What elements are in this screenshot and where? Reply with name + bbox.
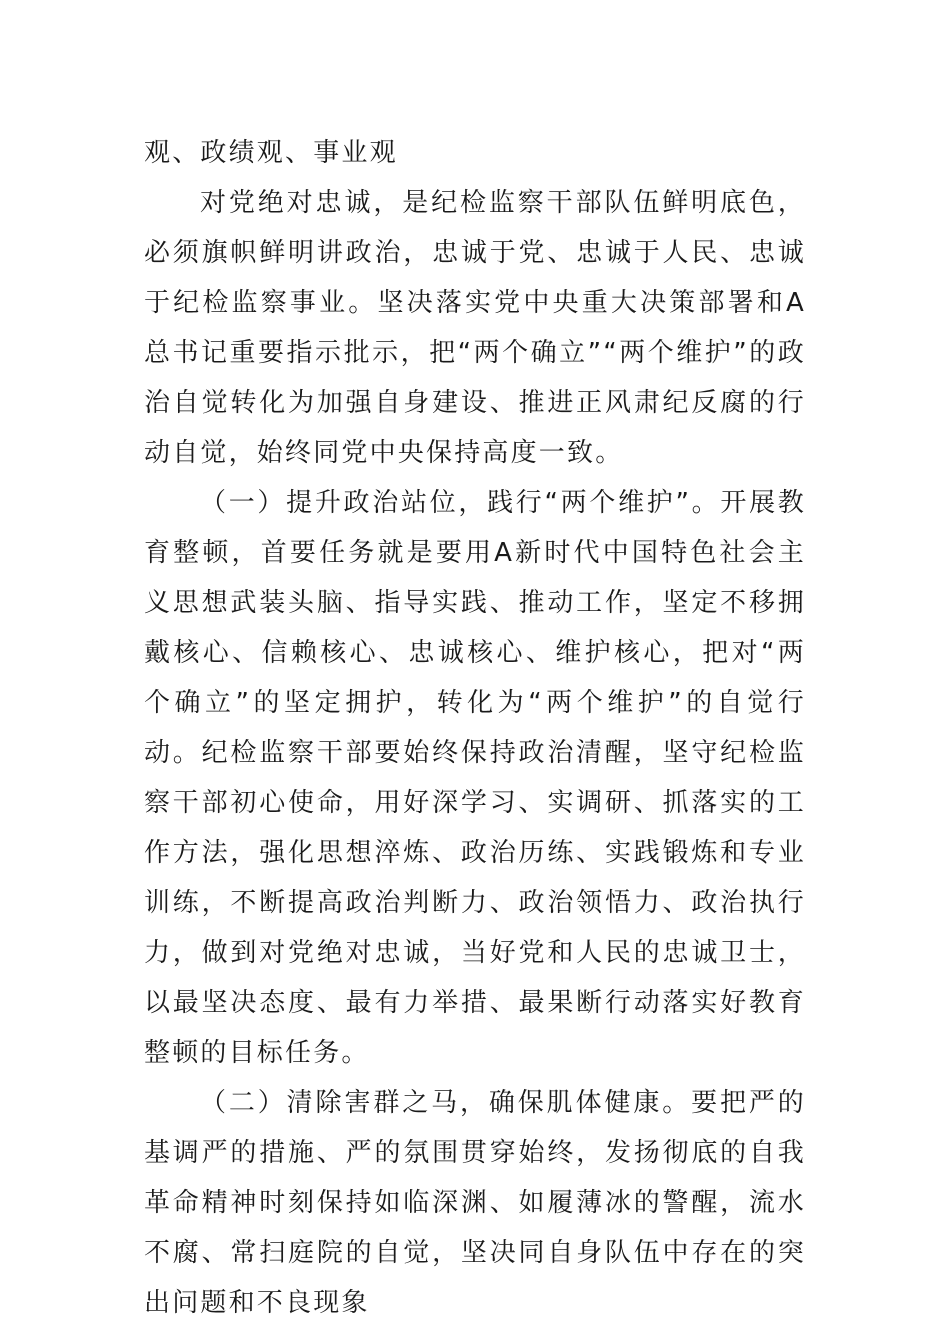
document-body: [144, 128, 806, 1328]
paragraph-loyalty: 对党绝对忠诚，是纪检监察干部队伍鲜明底色，必须旗帜鲜明讲政治，忠诚于党、忠诚于人民、忠诚于纪检监察事业。坚决落实党中央重大决策部署和A总书记重要指示批示，把“两个确立”“两个维护”的政治自觉转化为加强自身建设、推进正风肃纪反腐的行动自觉，始终同党中央保持高度一致。: [144, 188, 806, 468]
paragraph-section-one: （一）提升政治站位，践行“两个维护”。开展教育整顿，首要任务就是要用A新时代中国特色社会主义思想武装头脑、指导实践、推动工作，坚定不移拥戴核心、信赖核心、忠诚核心、维护核心，把对“两个确立”的坚定拥护，转化为“两个维护”的自觉行动。纪检监察干部要始终保持政治清醒，坚守纪检监察干部初心使命，用好深学习、实调研、抓落实的工作方法，强化思想淬炼、政治历练、实践锻炼和专业训练，不断提高政治判断力、政治领悟力、政治执行力，做到对党绝对忠诚，当好党和人民的忠诚卫士，以最坚决态度、最有力举措、最果断行动落实好教育整顿的目标任务。: [144, 488, 806, 1068]
paragraph-section-two: （二）清除害群之马，确保肌体健康。要把严的基调严的措施、严的氛围贯穿始终，发扬彻底的自我革命精神时刻保持如临深渊、如履薄冰的警醒，流水不腐、常扫庭院的自觉，坚决同自身队伍中存在的突出问题和不良现象: [144, 1088, 806, 1318]
paragraph-continuation: 观、政绩观、事业观: [144, 138, 398, 168]
